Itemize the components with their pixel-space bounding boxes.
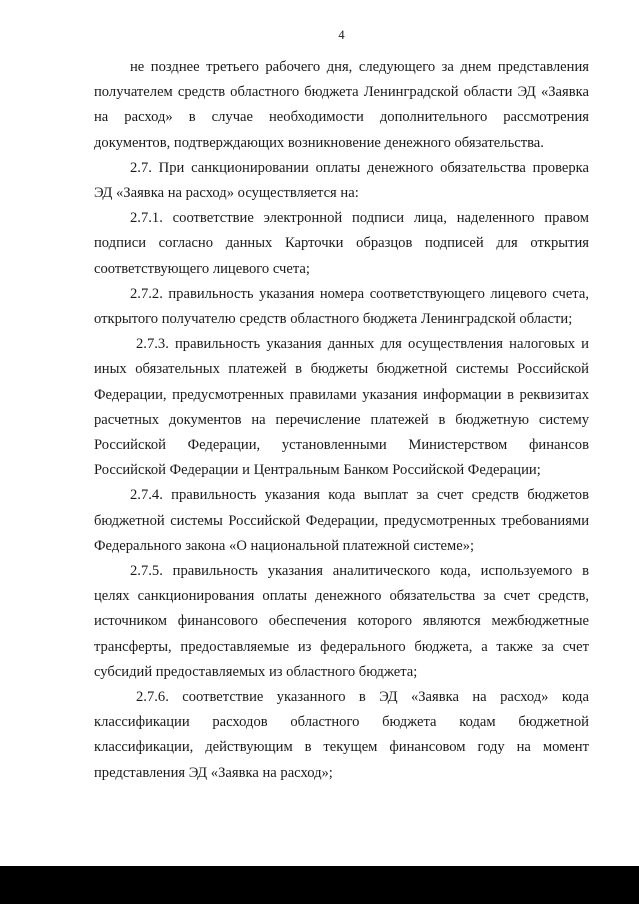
page-number: 4 (338, 28, 345, 42)
paragraph-continuation: не позднее третьего рабочего дня, следующего за днем представления получателем средств областного бюджета Ленинградской области ЭД «Заявка на расход» в случае необходимости дополнительного рассмотрения документов, подтверждающих возникновение денежного обязательства. (94, 59, 589, 151)
paragraph-2-7-3: 2.7.3. правильность указания данных для осуществления налоговых и иных обязательных платежей в бюджеты бюджетной системы Российской Федерации, предусмотренных правилами указания информации в реквизитах расчетных документов на перечисление платежей в бюджетную систему Российской Федерации, установленными Министерством финансов Российской Федерации и Центральным Банком Российской Федерации; (94, 336, 589, 479)
paragraph-2-7-6: 2.7.6. соответствие указанного в ЭД «Заявка на расход» кода классификации расходов областного бюджета кодам бюджетной классификации, действующим в текущем финансовом году на момент представления ЭД «Заявка на расход»; (94, 689, 589, 781)
body-text (94, 55, 589, 786)
paragraph-2-7: 2.7. При санкционировании оплаты денежного обязательства проверка ЭД «Заявка на расход» осуществляется на: (94, 159, 589, 202)
scan-bottom-border (0, 866, 639, 904)
paragraph-2-7-5: 2.7.5. правильность указания аналитического кода, используемого в целях санкционирования оплаты денежного обязательства за счет средств, источником финансового обеспечения которого являются межбюджетные трансферты, предоставляемые из федерального бюджета, а также за счет субсидий предоставляемых из областного бюджета; (94, 563, 589, 680)
paragraph-2-7-1: 2.7.1. соответствие электронной подписи лица, наделенного правом подписи согласно данных Карточки образцов подписей для открытия соответствующего лицевого счета; (94, 210, 589, 277)
paragraph-2-7-2: 2.7.2. правильность указания номера соответствующего лицевого счета, открытого получателю средств областного бюджета Ленинградской области; (94, 285, 589, 328)
paragraph-2-7-4: 2.7.4. правильность указания кода выплат за счет средств бюджетов бюджетной системы Российской Федерации, предусмотренных требованиями Федерального закона «О национальной платежной системе»; (94, 487, 589, 554)
